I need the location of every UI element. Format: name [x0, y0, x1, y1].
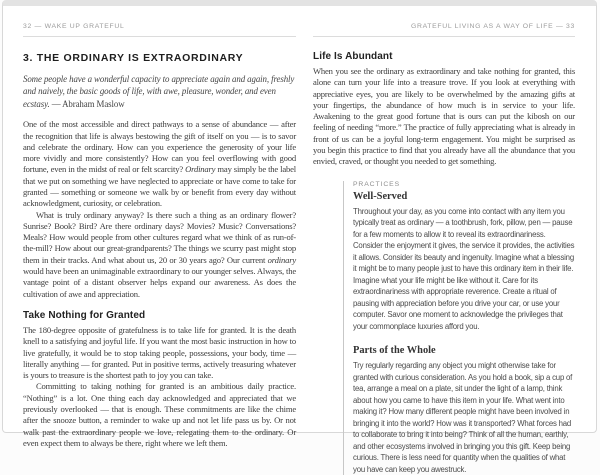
running-head-left: 32 — WAKE UP GRATEFUL [23, 23, 125, 30]
right-page [313, 23, 575, 475]
body-paragraph: When you see the ordinary as extraordinary and take nothing for granted, this alone can turn your life into a treasure trove. If you look at everything with appreciative eyes, you are likely to be overwhelmed by the amazing gifts at your fingertips, the abundance of how much is in service to your life. Awakening to the great good fortune that is ours can put the kibosh on our feeling of needing “more.” The practice of fully appreciating what is already in front of us can be a joyful long-term engagement. You might be surprised as you begin this practice to find that you already have all the abundance that you envied, craved, or thought you needed to get something. [313, 66, 575, 167]
epigraph-text: Some people have a wonderful capacity to appreciate again and again, freshly and naively, the basic goods of life, with awe, pleasure, wonder, and even ecstasy. [23, 74, 295, 109]
practices-label: PRACTICES [353, 180, 400, 188]
practice-text: Try regularly regarding any object you might otherwise take for granted with curious consideration. As you hold a book, sip a cup of tea, arrange a meal on a plate, sit under the light of a lamp, think about how you came to have this item in your life. What went into making it? How many different people might have been involved in bringing it into the world? How was it transported? What forces had to collaborate to bring it into being? Think of all the human, earthly, and other ecosystems involved in bringing you this gift. Keep being curious. There is less need for quantity when the qualities of what you have can keep you awestruck. [353, 361, 573, 474]
practice-title: Parts of the Whole [353, 345, 436, 357]
chapter-heading: 3. THE ORDINARY IS EXTRAORDINARY [23, 52, 244, 64]
epigraph-attribution: — Abraham Maslow [51, 98, 125, 109]
book-spread [2, 0, 597, 474]
body-paragraph: One of the most accessible and direct pathways to a sense of abundance — after the recognition that life is always bestowing the gift of itself on you — is to savor and celebrate the ordinary. How can you experience the generosity of your life more vividly and more consistently? How can you feel overflowing with good fortune, even in the midst of real or felt scarcity? Ordinary may simply be the label that we put on something we have neglected to appreciate or have come to take for granted — something or someone we walk by or benefit from every day without acknowledgment, curiosity, or celebration. [23, 119, 296, 209]
epigraph [23, 73, 296, 110]
practice-title: Well-Served [353, 190, 408, 202]
left-page [23, 23, 296, 449]
running-head-rule-left [23, 36, 296, 37]
section-heading: Take Nothing for Granted [23, 309, 146, 321]
section-heading: Life Is Abundant [313, 51, 393, 62]
practices-block [343, 181, 575, 475]
body-paragraph: Committing to taking nothing for granted is an ambitious daily practice. “Nothing” is a lot. One thing each day acknowledged and appreciated that we previously overlooked — that is enough. These commitments are like the chime after the snooze button, a reminder to wake up and not let life pass us by. Or not walk past the extraordinary people we love, relegating them to the ordinary. Or even expect them to always be there, right where we left them. [23, 381, 296, 448]
practice-text: Throughout your day, as you come into contact with any item you typically treat as ordinary — a toothbrush, fork, pillow, pen — pause for a few moments to allow it to reveal its extraordinariness. Consider the enjoyment it gives, the service it provides, the activities it allows. Consider its beauty and ingenuity. Imagine what a blessing it might be to many people just to have this ordinary item in their life. Imagine what your life might be like without it. Care for its extraordinariness with appropriate reverence. Create a ritual of pausing with appreciation before you drive your car, or use your computer. Savor one moment to acknowledge the privileges that your commonplace luxuries afford you. [353, 206, 575, 331]
body-paragraph: What is truly ordinary anyway? Is there such a thing as an ordinary flower? Sunrise? Book? Bird? Are there ordinary days? Movies? Music? Conversations? Meals? How would people from other cultures regard what we think of as run-of-the-mill? How about our great-grandparents? The things we scurry past might stop them in their tracks. And what about us, 20 or 30 years ago? Our current ordinary would have been an unimaginable extraordinary to our younger selves. Always, the vantage point of a distant observer helps expand our awareness. As does the cultivation of awe and appreciation. [23, 209, 296, 299]
running-head-rule-right [313, 36, 575, 37]
body-paragraph: The 180-degree opposite of gratefulness is to take life for granted. It is the death knell to a satisfying and joyful life. If you want the most basic instruction in how to live gratefully, it would be to stop taking people, possessions, your body, time — literally anything — for granted. Put in positive terms, actively treasuring whatever is yours to treasure is the shortest path to joy you can take. [23, 324, 296, 381]
running-head-right: GRATEFUL LIVING AS A WAY OF LIFE — 33 [410, 23, 575, 30]
